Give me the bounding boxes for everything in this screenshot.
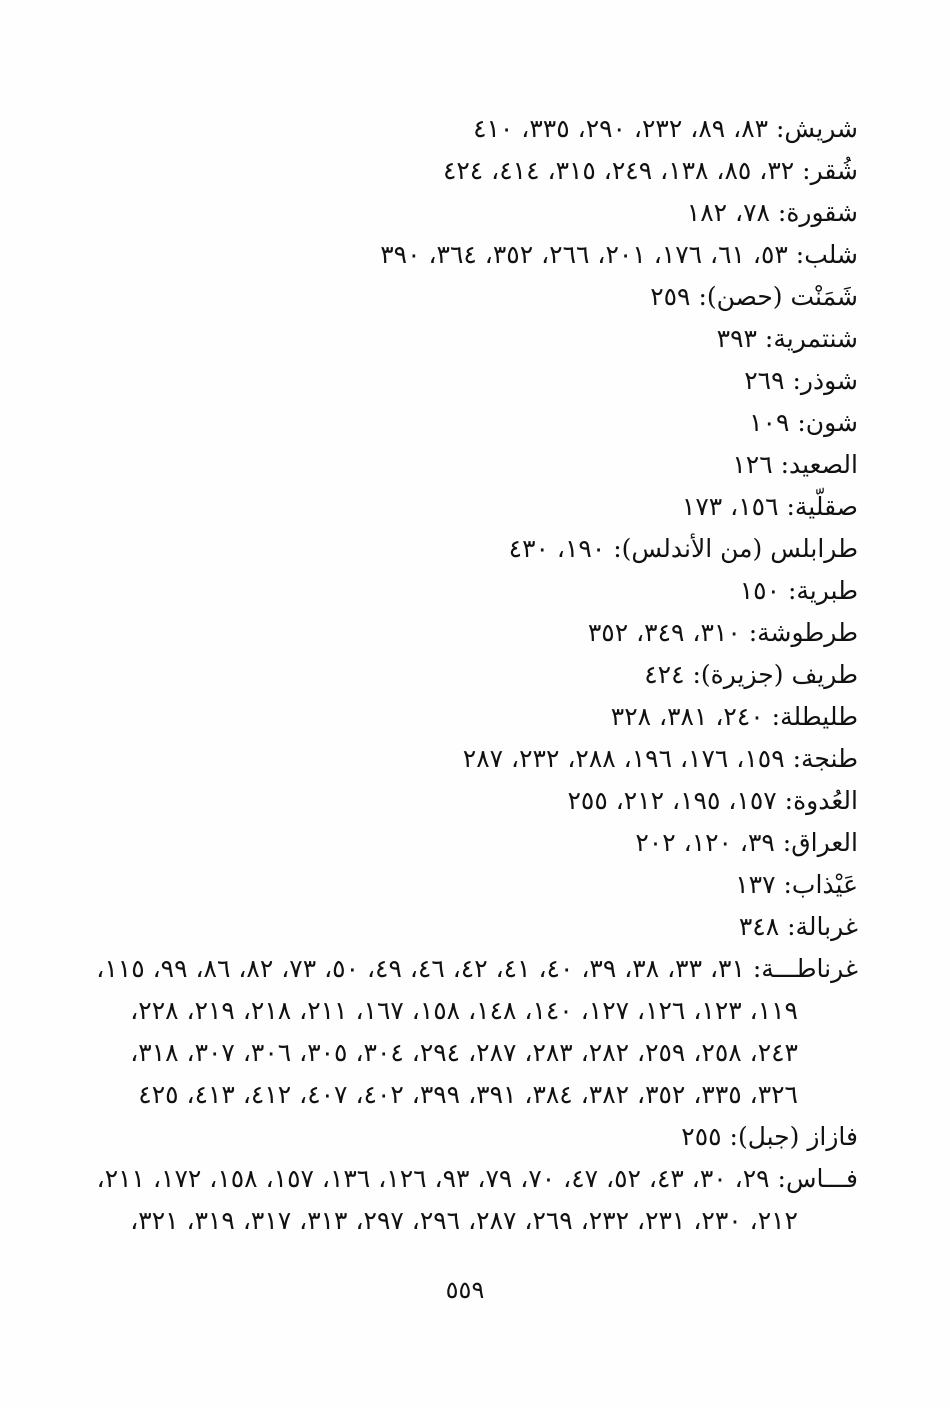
entry-term: عَيْذاب : <box>776 870 858 899</box>
index-entry <box>78 108 858 150</box>
entry-term: شُقر : <box>794 156 858 185</box>
index-entry <box>78 528 858 570</box>
entry-term: الصعيد : <box>773 450 858 479</box>
index-entry <box>78 570 858 612</box>
entry-term: طبرية : <box>780 576 858 605</box>
entry-pages: ٧٨، ١٨٢ <box>686 198 770 227</box>
entry-term: طريف (جزيرة) : <box>685 660 858 689</box>
entry-pages: ٣٤٨ <box>738 912 780 941</box>
entry-term: فـــاس : <box>770 1164 858 1193</box>
page-number: ٥٥٩ <box>445 1276 485 1304</box>
entry-term: طنجة : <box>785 744 858 773</box>
entry-pages: ٣٩٣ <box>716 324 757 353</box>
index-entry <box>78 780 858 822</box>
entry-term: شقورة : <box>770 198 858 227</box>
entry-pages: ١٥٩، ١٧٦، ١٩٦، ٢٨٨، ٢٣٢، ٢٨٧ <box>462 744 785 773</box>
entry-pages: ٣٢، ٨٥، ١٣٨، ٢٤٩، ٣١٥، ٤١٤، ٤٢٤ <box>442 156 795 185</box>
index-entry <box>78 318 858 360</box>
entry-pages: ١٣٧ <box>735 870 776 899</box>
entry-continuation: ٣٢٦، ٣٣٥، ٣٥٢، ٣٨٢، ٣٨٤، ٣٩١، ٣٩٩، ٤٠٢، ٤٠٧، ٤١٢، ٤١٣، ٤٢٥ <box>138 1080 798 1109</box>
entry-pages: ٢٥٩ <box>650 282 691 311</box>
entry-pages: ٣١٠، ٣٤٩، ٣٥٢ <box>587 618 741 647</box>
entry-term: العُدوة : <box>777 786 858 815</box>
index-entry <box>78 612 858 654</box>
entry-term: طليطلة : <box>764 702 858 731</box>
index-entry <box>78 402 858 444</box>
entry-term: صقلّية : <box>779 492 858 521</box>
index-entry <box>78 906 858 948</box>
index-entry <box>78 444 858 486</box>
entry-pages: ٢٤٠، ٣٨١، ٣٢٨ <box>610 702 764 731</box>
index-entry <box>78 822 858 864</box>
entry-pages: ١٥٧، ١٩٥، ٢١٢، ٢٥٥ <box>567 786 777 815</box>
entry-term: فازاز (جبل) : <box>722 1122 858 1151</box>
index-entry <box>78 150 858 192</box>
entry-term: شلب : <box>788 240 858 269</box>
entry-term: غربالة : <box>779 912 858 941</box>
entry-term: طرطوشة : <box>741 618 858 647</box>
entry-pages: ١٩٠، ٤٣٠ <box>508 534 606 563</box>
index-entry <box>78 696 858 738</box>
index-entry <box>78 276 858 318</box>
index-entry <box>78 654 858 696</box>
index-entry <box>78 1116 858 1158</box>
entry-pages: ٣٩، ١٢٠، ٢٠٢ <box>635 828 775 857</box>
index-entry <box>78 738 858 780</box>
entry-pages: ٨٣، ٨٩، ٢٣٢، ٢٩٠، ٣٣٥، ٤١٠ <box>473 114 769 143</box>
index-entry <box>78 864 858 906</box>
entry-term: شوذر : <box>785 366 858 395</box>
entry-pages: ٥٣، ٦١، ١٧٦، ٢٠١، ٢٦٦، ٣٥٢، ٣٦٤، ٣٩٠ <box>380 240 788 269</box>
entry-term: طرابلس (من الأندلس) : <box>605 534 858 563</box>
entry-term: شَمَنْت (حصن) : <box>691 282 859 311</box>
entry-pages: ٣١، ٣٣، ٣٨، ٣٩، ٤٠، ٤١، ٤٢، ٤٦، ٤٩، ٥٠، ٧٣، ٨٢، ٨٦، ٩٩، ١١٥، <box>96 954 745 983</box>
entry-pages: ٢٩، ٣٠، ٤٣، ٥٢، ٤٧، ٧٠، ٧٩، ٩٣، ١٢٦، ١٣٦، ١٥٧، ١٥٨، ١٧٢، ٢١١، <box>96 1164 770 1193</box>
entry-pages: ٤٢٤ <box>644 660 685 689</box>
entry-continuation: ١١٩، ١٢٣، ١٢٦، ١٢٧، ١٤٠، ١٤٨، ١٥٨، ١٦٧، ٢١١، ٢١٨، ٢١٩، ٢٢٨، <box>130 996 798 1025</box>
entry-term: شريش : <box>768 114 858 143</box>
entry-pages: ١٠٩ <box>749 408 790 437</box>
entry-term: شنتمرية : <box>757 324 858 353</box>
entry-term: شون : <box>789 408 858 437</box>
entry-pages: ١٥٠ <box>739 576 781 605</box>
entry-pages: ١٥٦، ١٧٣ <box>681 492 779 521</box>
index-entry <box>78 360 858 402</box>
index-entry <box>78 234 858 276</box>
index-entry <box>78 948 858 990</box>
index-entry <box>78 192 858 234</box>
entry-continuation: ٢٤٣، ٢٥٨، ٢٥٩، ٢٨٢، ٢٨٣، ٢٨٧، ٢٩٤، ٣٠٤، ٣٠٥، ٣٠٦، ٣٠٧، ٣١٨، <box>130 1038 798 1067</box>
entry-pages: ٢٦٩ <box>744 366 785 395</box>
entry-term: غرناطـــة : <box>745 954 858 983</box>
entry-pages: ٢٥٥ <box>681 1122 722 1151</box>
entry-pages: ١٢٦ <box>732 450 773 479</box>
entry-continuation: ٢١٢، ٢٣٠، ٢٣١، ٢٣٢، ٢٦٩، ٢٨٧، ٢٩٦، ٢٩٧، ٣١٣، ٣١٧، ٣١٩، ٣٢١، <box>130 1206 798 1235</box>
place-index <box>78 108 858 1242</box>
index-entry <box>78 486 858 528</box>
index-entry <box>78 1158 858 1200</box>
entry-term: العراق : <box>775 828 858 857</box>
